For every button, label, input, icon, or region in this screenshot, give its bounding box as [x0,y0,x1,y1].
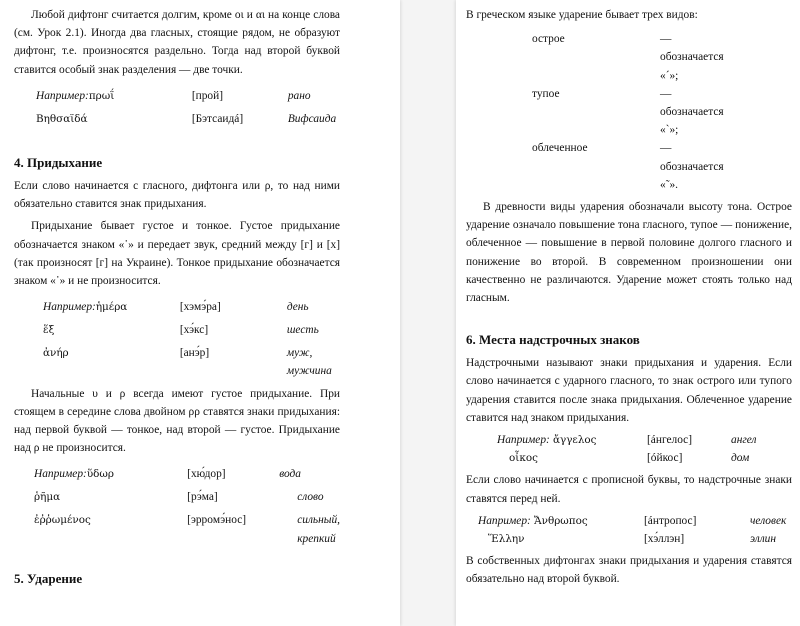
accent-types-table [532,30,724,194]
example-table [43,298,332,380]
example-row [478,512,786,530]
greek-word: ῥῆμα [34,491,61,504]
greek-word: ἕξ [43,324,55,337]
transcription: [Бэтсаидá] [191,112,244,125]
translation: шесть [286,324,319,337]
paragraph: Начальные υ и ρ всегда имеют густое придыхание. При стоящем в середине слова двойном ρρ ставятся знаки придыхания: над первой буквой — тонкое, над второй — густое. Придыхание над ρ не произносится. [14,387,340,455]
accent-text: обозначается [660,106,724,119]
example-row [497,431,757,449]
transcription: [óйкос] [647,452,683,465]
accent-name: облеченное [532,142,588,155]
example-row [43,321,332,344]
example-row [497,449,757,467]
greek-word: Βηθσαϊδά [36,112,88,125]
paragraph: Надстрочными называют знаки придыхания и ударения. Если слово начинается с ударного гласного, то знак острого или тупого ударения ставится после знака придыхания. Облеченное ударение ставится над знаком придыхания. [466,357,792,424]
example-table [497,431,757,467]
greek-word: Ἄνθρωπος [534,514,588,527]
example-row [36,110,336,128]
example-row [34,465,340,488]
paragraph: В древности виды ударения обозначали высоту тона. Острое ударение означало повышение тона гласного, тупое — понижение, облеченное — повышение в первой половине долгого гласного и понижение во второй. В современном произношении они качественно не различаются. Ударение может стоять только над гласным. [466,201,792,305]
example-table [478,512,786,548]
accent-text: обозначается [660,51,724,64]
paragraph: Любой дифтонг считается долгим, кроме οι и αι на конце слова (см. Урок 2.1). Иногда два гласных, стоящие рядом, не образуют дифтонг, т.е. произносятся раздельно. Тогда над второй буквой ставится особый знак разделения — две точки. [14,9,340,76]
accent-dash: — [660,87,672,100]
translation: вода [279,468,301,481]
accent-dash: — [660,142,672,155]
translation: день [286,301,309,314]
transcription: [прой] [191,89,223,102]
greek-word: ἀνήρ [43,347,69,360]
transcription: [хэ́ллэн] [644,533,685,546]
translation-line: мужчина [286,365,332,378]
paragraph: Если слово начинается с прописной буквы, то надстрочные знаки ставятся перед ней. [466,474,792,505]
paragraph: Если слово начинается с гласного, дифтонга или ρ, то над ними обязательно ставится знак придыхания. [14,180,340,211]
paragraph: В собственных дифтонгах знаки придыхания и ударения ставятся обязательно над второй буквой. [466,555,792,586]
right-page [456,0,800,626]
accent-symbol: «῀». [660,178,679,191]
transcription: [рэ́ма] [187,491,218,504]
example-row [36,87,336,110]
greek-word: οἶκος [509,452,538,465]
example-row [43,344,332,380]
translation-line: сильный, [297,514,340,527]
transcription: [эррoмэ́нос] [187,514,247,527]
greek-word: Ἕλλην [488,533,525,546]
translation [279,511,340,547]
greek-word: ἡμέρα [95,301,128,314]
translation: дом [731,452,750,465]
translation: ангел [731,434,757,447]
example-label: Например: [36,89,89,102]
transcription: [хэмэ́ра] [179,301,221,314]
translation [287,344,332,380]
example-label: Например: [43,301,96,314]
transcription: [хэ́кс] [179,324,209,337]
example-label: Например: [478,514,531,527]
accent-text: обозначается [660,160,724,173]
accent-type-row [532,30,724,85]
transcription: [хю́дор] [187,468,226,481]
example-row [34,488,340,511]
accent-name: тупое [532,87,560,100]
example-table [34,465,340,547]
section-heading: 5. Ударение [14,570,83,586]
accent-type-row [532,139,724,194]
example-row [34,511,340,547]
translation-line: крепкий [297,532,336,545]
translation: человек [750,514,787,527]
transcription: [анэ́р] [179,347,210,360]
greek-word: ἐῤῥωμένος [34,514,91,527]
example-label: Например: [34,468,87,481]
accent-description [660,85,724,140]
section-heading: 6. Места надстрочных знаков [466,332,640,348]
transcription: [áнтропос] [644,514,697,527]
accent-symbol: «`»; [660,124,679,137]
accent-symbol: «´»; [660,69,679,82]
translation-line: муж, [286,347,313,360]
accent-name: острое [532,33,565,46]
translation: эллин [750,533,777,546]
accent-dash: — [660,33,672,46]
greek-word: ἄγγελος [553,434,597,447]
accent-description [660,139,724,194]
paragraph: В греческом языке ударение бывает трех видов: [466,9,698,21]
transcription: [áнгелос] [647,434,693,447]
paragraph: Придыхание бывает густое и тонкое. Густое придыхание обозначается знаком «῾» и передает звук, средний между [г] и [х] (так произносят [г] на Украине). Тонкое придыхание обозначается знаком «᾿» и не произносится. [14,220,340,288]
greek-word: πρωΐ [88,89,115,102]
section-heading: 4. Придыхание [14,155,103,171]
example-table [36,87,336,128]
translation: рано [287,89,311,102]
greek-word: ὕδωρ [86,468,114,481]
translation: слово [297,491,324,504]
accent-description [660,30,724,85]
translation: Вифсаида [287,112,337,125]
accent-type-row [532,85,724,140]
example-row [478,530,786,548]
example-row [43,298,332,321]
example-label: Например: [497,434,550,447]
